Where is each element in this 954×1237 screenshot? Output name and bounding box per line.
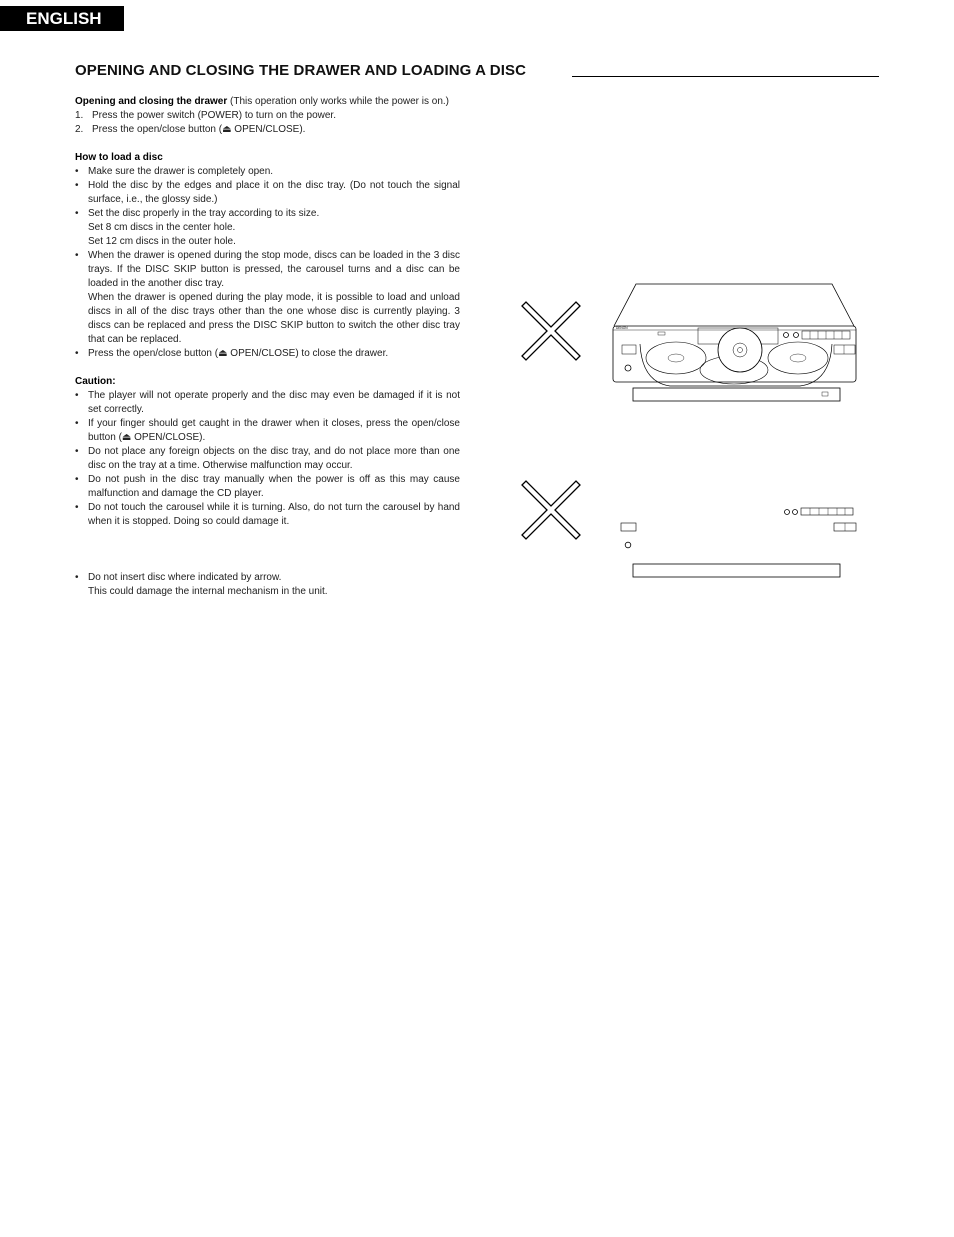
opening-step: 1. Press the power switch (POWER) to turn on the power. [75, 110, 336, 121]
opening-paragraph [75, 95, 460, 109]
section-title: OPENING AND CLOSING THE DRAWER AND LOADING A DISC [75, 62, 527, 79]
loading-heading: How to load a disc [75, 152, 163, 163]
caution-heading: Caution: [75, 376, 116, 387]
caution-item: • The player will not operate properly and the disc may even be damaged if it is not set correctly. [75, 390, 460, 415]
language-tab: ENGLISH [0, 6, 124, 31]
cd-player-closed-illustration [618, 505, 860, 581]
loading-item: • Press the open/close button (⏏ OPEN/CLOSE) to close the drawer. [75, 348, 389, 359]
caution-item: • Do not touch the carousel while it is turning. Also, do not turn the carousel by hand when it is stopped. Doing so could damage it. [75, 502, 460, 527]
x-mark-icon [520, 479, 582, 541]
brand-label: DENON [616, 326, 628, 330]
instructions-column [75, 95, 460, 599]
opening-heading-note: (This operation only works while the power is on.) [230, 96, 450, 107]
loading-item: • When the drawer is opened during the stop mode, discs can be loaded in the 3 disc trays. If the DISC SKIP button is pressed, the carousel turns and a disc can be loaded in the another disc tray. When the drawer is opened during the play mode, it is possible to load and unload discs in all of the disc trays other than the one whose disc is currently playing. 3 discs can be replaced and press the DISC SKIP button to switch the other disc tray that can be replaced. [75, 250, 460, 345]
opening-heading: Opening and closing the drawer [75, 96, 228, 107]
opening-step: 2. Press the open/close button (⏏ OPEN/CLOSE). [75, 124, 306, 135]
cd-player-open-drawer-illustration [600, 282, 862, 406]
x-mark-icon [520, 300, 582, 362]
caution-item: • If your finger should get caught in the drawer when it closes, press the open/close button (⏏ OPEN/CLOSE). [75, 418, 460, 443]
caution-item: • Do not push in the disc tray manually when the power is off as this may cause malfunction and damage the CD player. [75, 474, 460, 499]
note-item: • Do not insert disc where indicated by arrow. This could damage the internal mechanism in the unit. [75, 572, 328, 597]
loading-item: • Make sure the drawer is completely open. [75, 166, 274, 177]
title-rule [572, 76, 879, 77]
caution-item: • Do not place any foreign objects on the disc tray, and do not place more than one disc on the tray at a time. Otherwise malfunction may occur. [75, 446, 460, 471]
loading-item: • Set the disc properly in the tray according to its size. Set 8 cm discs in the center hole. Set 12 cm discs in the outer hole. [75, 208, 320, 247]
loading-item: • Hold the disc by the edges and place it on the disc tray. (Do not touch the signal surface, i.e., the glossy side.) [75, 180, 460, 205]
